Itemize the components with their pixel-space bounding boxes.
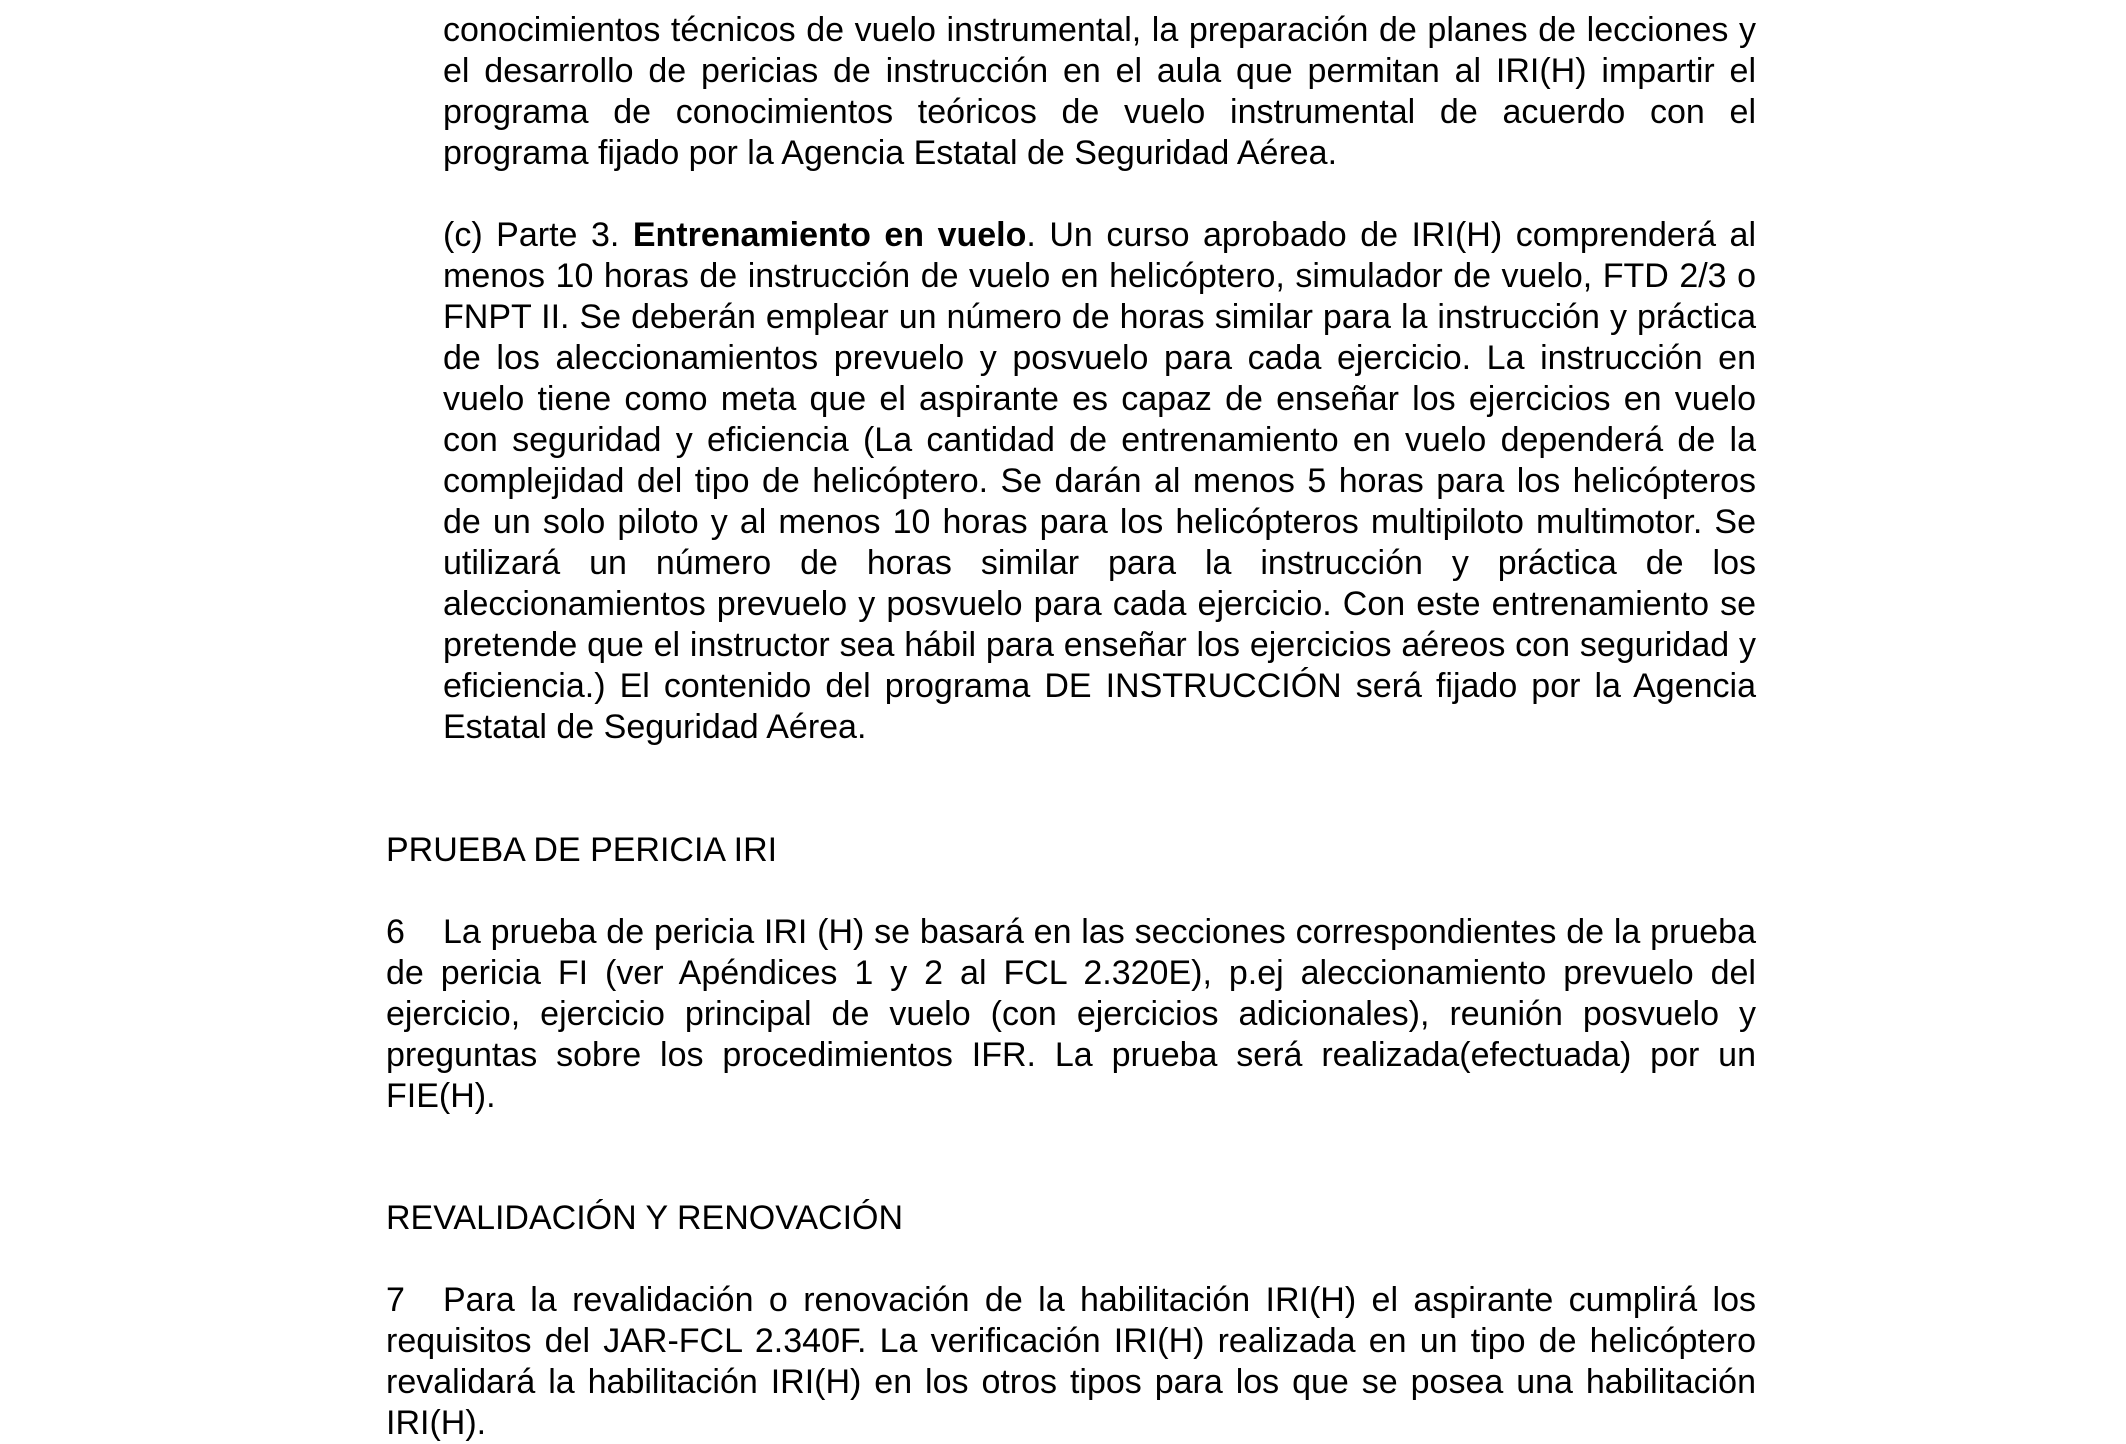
paragraph-c-bold-title: Entrenamiento en vuelo xyxy=(632,216,1027,254)
paragraph-7-text: Para la revalidación o renovación de la habilitación IRI(H) el aspirante cumplirá los requisitos del JAR-FCL 2.340F. La verificación IRI(H) realizada en un tipo de helicóptero revalidará la habilitación IRI(H) en los otros tipos para los que se posea una habilitación IRI(H). xyxy=(386,1281,1756,1442)
paragraph-6-text: La prueba de pericia IRI (H) se basará en las secciones correspondientes de la prueba de pericia FI (ver Apéndices 1 y 2 al FCL 2.320E), p.ej aleccionamiento prevuelo del ejercicio, ejercicio principal de vuelo (con ejercicios adicionales), reunión posvuelo y preguntas sobre los procedimientos IFR. La prueba será realizada(efectuada) por un FIE(H). xyxy=(386,913,1756,1115)
paragraph-7 xyxy=(386,1280,1756,1444)
paragraph-6 xyxy=(386,912,1756,1117)
paragraph-c-body: . Un curso aprobado de IRI(H) comprenderá al menos 10 horas de instrucción de vuelo en helicóptero, simulador de vuelo, FTD 2/3 o FNPT II. Se deberán emplear un número de horas similar para la instrucción y práctica de los aleccionamientos prevuelo y posvuelo para cada ejercicio. La instrucción en vuelo tiene como meta que el aspirante es capaz de enseñar los ejercicios en vuelo con seguridad y eficiencia (La cantidad de entrenamiento en vuelo dependerá de la complejidad del tipo de helicóptero. Se darán al menos 5 horas para los helicópteros de un solo piloto y al menos 10 horas para los helicópteros multipiloto multimotor. Se utilizará un número de horas similar para la instrucción y práctica de los aleccionamientos prevuelo y posvuelo para cada ejercicio. Con este entrenamiento se pretende que el instructor sea hábil para enseñar los ejercicios aéreos con seguridad y eficiencia.) El contenido del programa DE INSTRUCCIÓN será fijado por la Agencia Estatal de Seguridad Aérea. xyxy=(443,216,1757,746)
heading-skill-test: PRUEBA DE PERICIA IRI xyxy=(386,831,778,869)
heading-revalidation: REVALIDACIÓN Y RENOVACIÓN xyxy=(386,1199,904,1237)
paragraph-6-number: 6 xyxy=(386,913,405,951)
paragraph-7-number: 7 xyxy=(386,1281,405,1319)
paragraph-c xyxy=(443,215,1756,748)
paragraph-b-continuation: conocimientos técnicos de vuelo instrumental, la preparación de planes de lecciones y el desarrollo de pericias de instrucción en el aula que permitan al IRI(H) impartir el programa de conocimientos teóricos de vuelo instrumental de acuerdo con el programa fijado por la Agencia Estatal de Seguridad Aérea. xyxy=(443,11,1756,172)
paragraph-c-prefix: (c) Parte 3. xyxy=(443,216,633,254)
